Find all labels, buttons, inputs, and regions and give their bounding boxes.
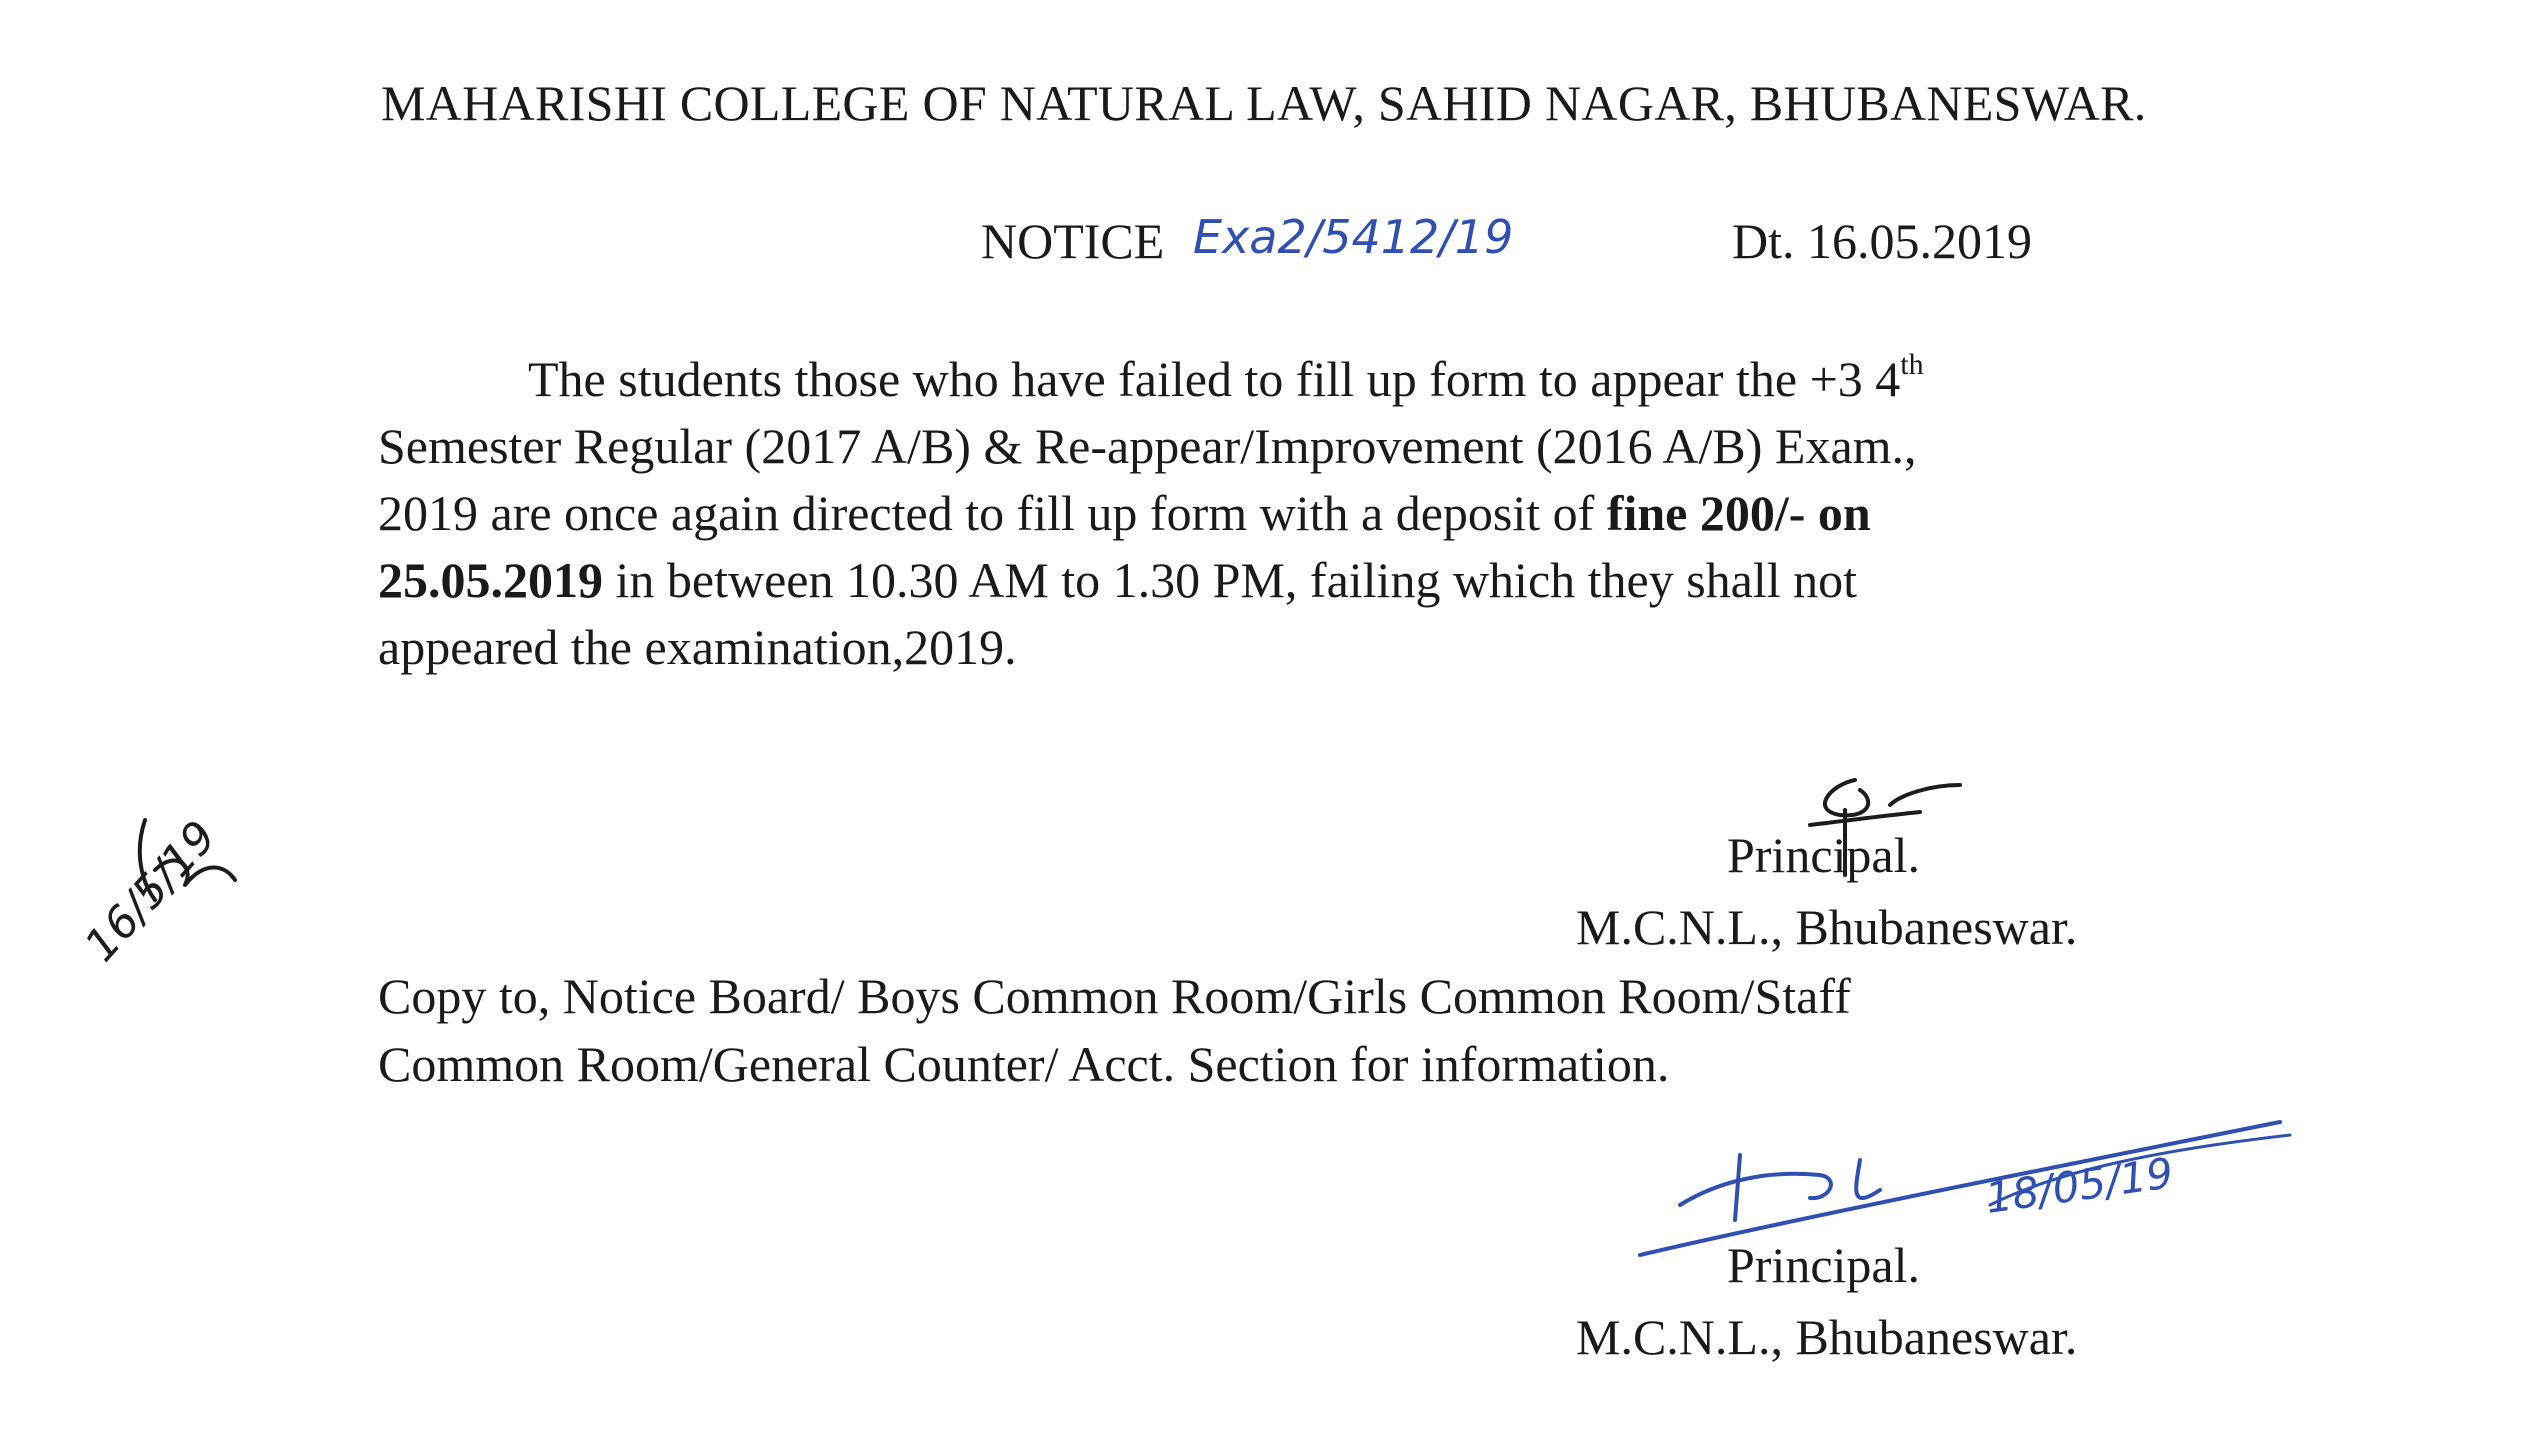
copy-to-line-1: Copy to, Notice Board/ Boys Common Room/Girls Common Room/Staff — [378, 968, 1851, 1024]
body-line-1: The students those who have failed to fill up form to appear the +3 4th — [528, 348, 1924, 407]
signature-1-title: Principal. — [1727, 827, 1921, 883]
college-name-heading: MAHARISHI COLLEGE OF NATURAL LAW, SAHID NAGAR, BHUBANESWAR. — [381, 75, 2147, 131]
signature-2-handwritten-date: 18/05/19 — [1982, 1148, 2177, 1223]
margin-handwritten-date: 16/5/19 — [75, 811, 227, 972]
body-line-5: appeared the examination,2019. — [378, 619, 1017, 675]
notice-date: Dt. 16.05.2019 — [1732, 213, 2032, 269]
deadline-date: 25.05.2019 — [378, 552, 603, 608]
body-line-3: 2019 are once again directed to fill up form with a deposit of fine 200/- on — [378, 485, 1871, 541]
copy-to-distribution — [378, 962, 2338, 1098]
signature-1-office: M.C.N.L., Bhubaneswar. — [1576, 899, 2078, 955]
fine-amount: fine 200/- on — [1606, 485, 1871, 541]
body-line-4: 25.05.2019 in between 10.30 AM to 1.30 PM, failing which they shall not — [378, 552, 1858, 608]
notice-reference-handwritten: Exa2/5412/19 — [1193, 210, 1514, 264]
notice-body — [378, 346, 2338, 681]
body-line-2: Semester Regular (2017 A/B) & Re-appear/Improvement (2016 A/B) Exam., — [378, 418, 1917, 474]
signature-2-office: M.C.N.L., Bhubaneswar. — [1576, 1309, 2078, 1365]
copy-to-line-2: Common Room/General Counter/ Acct. Section for information. — [378, 1036, 1670, 1092]
signature-2-title: Principal. — [1727, 1237, 1921, 1293]
notice-label: NOTICE — [981, 213, 1165, 269]
